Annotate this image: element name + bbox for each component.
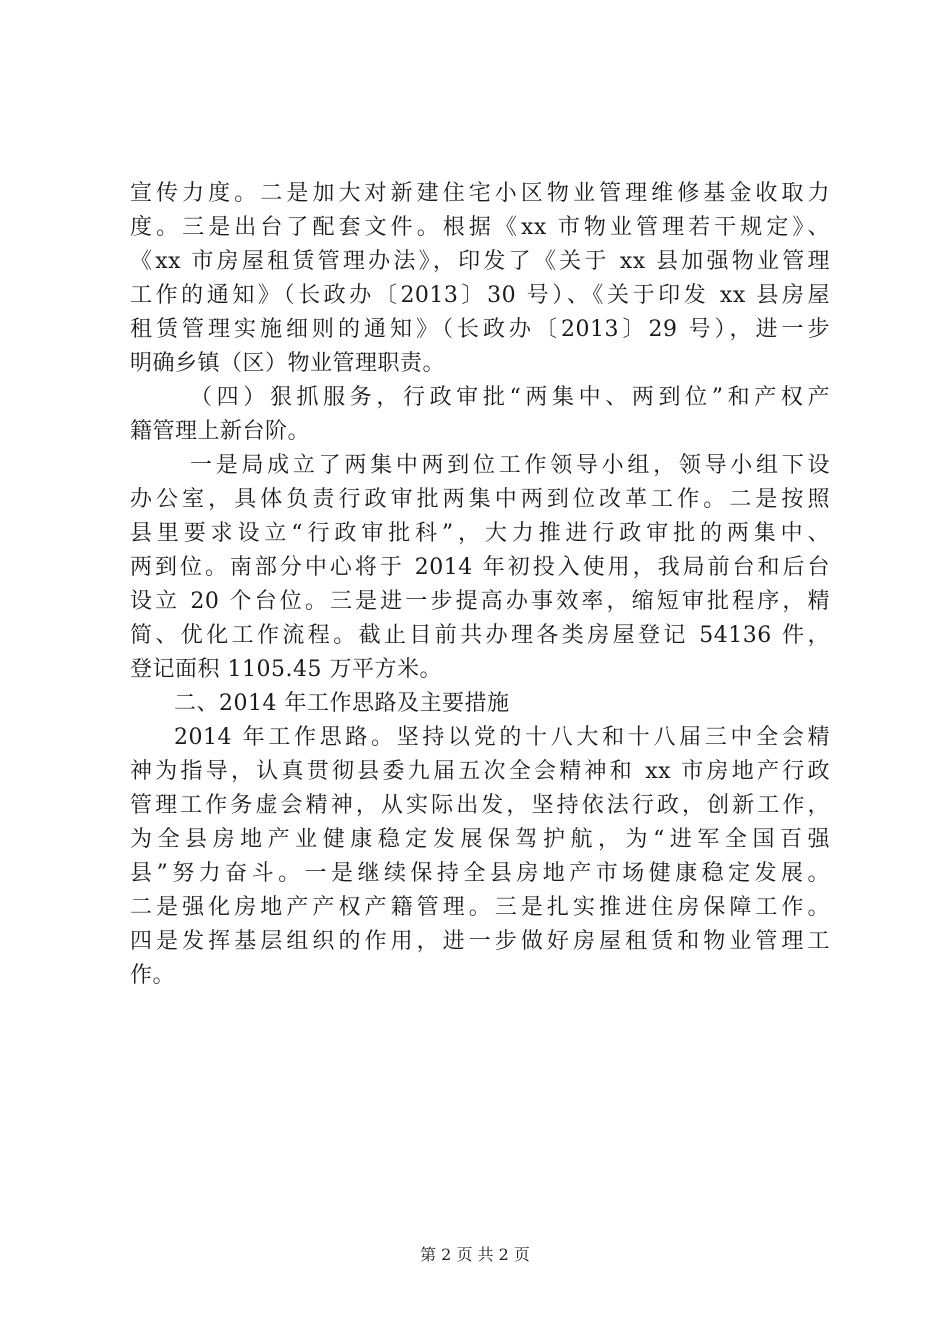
body-line: 神为指导，认真贯彻县委九届五次全会精神和 xx 市房地产行政 xyxy=(130,759,830,784)
body-line: 县”努力奋斗。一是继续保持全县房地产市场健康稳定发展。 xyxy=(130,861,830,886)
body-line: 办公室，具体负责行政审批两集中两到位改革工作。二是按照 xyxy=(130,487,830,512)
body-line: 作。 xyxy=(130,963,176,988)
page-number-label: 第 2 页 共 2 页 xyxy=(420,1245,530,1264)
body-line: 登记面积 1105.45 万平方米。 xyxy=(130,657,442,682)
body-line: 二是强化房地产产权产籍管理。三是扎实推进住房保障工作。 xyxy=(130,895,830,920)
page-footer xyxy=(0,1244,950,1266)
body-line: 县里要求设立“行政审批科”，大力推进行政审批的两集中、 xyxy=(130,521,830,546)
body-line: 工作的通知》（长政办〔2013〕30 号）、《关于印发 xx 县房屋 xyxy=(130,283,830,308)
body-line: 租赁管理实施细则的通知》（长政办〔2013〕29 号），进一步 xyxy=(130,317,830,342)
paragraph-start: 2014 年工作思路。坚持以党的十八大和十八届三中全会精 xyxy=(174,725,830,750)
paragraph-start: 一是局成立了两集中两到位工作领导小组，领导小组下设 xyxy=(190,453,830,478)
section-heading: （四）狠抓服务，行政审批“两集中、两到位”和产权产 xyxy=(190,385,830,410)
body-line: 两到位。南部分中心将于 2014 年初投入使用，我局前台和后台 xyxy=(130,555,830,580)
body-line: 为全县房地产业健康稳定发展保驾护航，为“进军全国百强 xyxy=(130,827,830,852)
body-line: 四是发挥基层组织的作用，进一步做好房屋租赁和物业管理工 xyxy=(130,929,830,954)
document-body xyxy=(130,177,830,993)
body-line: 籍管理上新台阶。 xyxy=(130,419,311,444)
body-line: 管理工作务虚会精神，从实际出发，坚持依法行政，创新工作， xyxy=(130,793,830,818)
section-heading: 二、2014 年工作思路及主要措施 xyxy=(174,691,510,716)
body-line: 度。三是出台了配套文件。根据《xx 市物业管理若干规定》、 xyxy=(130,215,830,240)
body-line: 简、优化工作流程。截止目前共办理各类房屋登记 54136 件， xyxy=(130,623,830,648)
body-line: 宣传力度。二是加大对新建住宅小区物业管理维修基金收取力 xyxy=(130,181,830,206)
body-line: 设立 20 个台位。三是进一步提高办事效率，缩短审批程序，精 xyxy=(130,589,830,614)
body-line: 《xx 市房屋租赁管理办法》，印发了《关于 xx 县加强物业管理 xyxy=(130,249,830,274)
body-line: 明确乡镇（区）物业管理职责。 xyxy=(130,351,446,376)
